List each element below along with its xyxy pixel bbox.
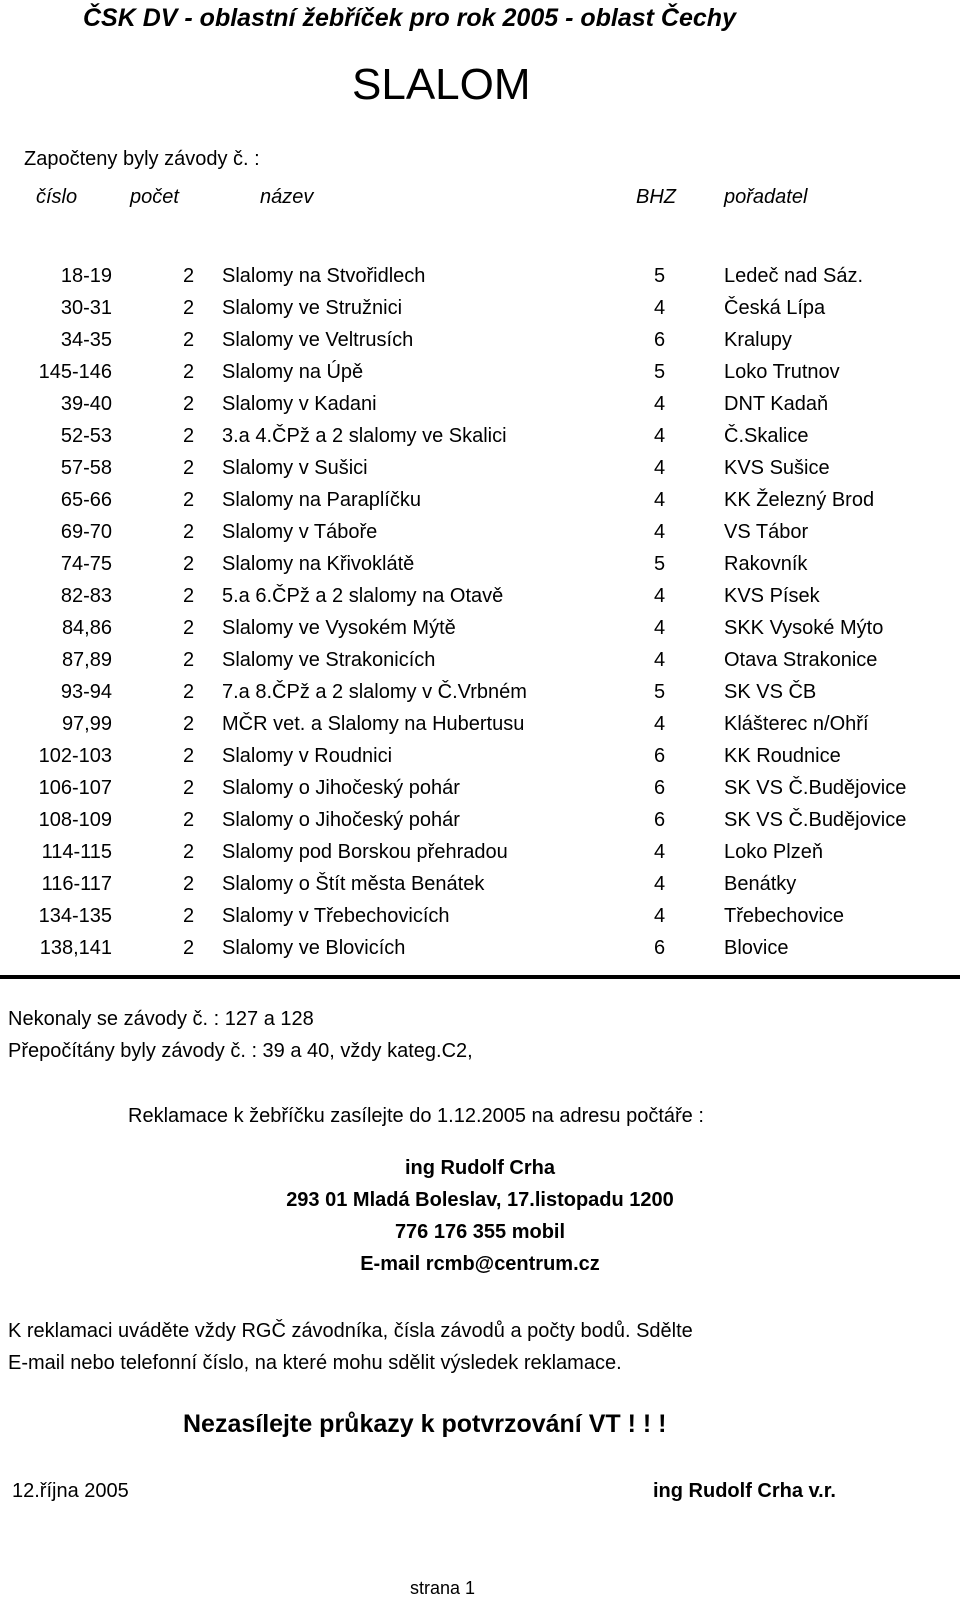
- race-count: 2: [183, 297, 195, 319]
- table-row: [0, 393, 960, 423]
- table-row: [0, 809, 960, 839]
- recalculated-note: Přepočítány byly závody č. : 39 a 40, vždy kateg.C2,: [8, 1040, 473, 1062]
- race-number: 108-109: [38, 809, 112, 831]
- table-row: [0, 425, 960, 455]
- race-count: 2: [183, 809, 195, 831]
- table-row: [0, 361, 960, 391]
- race-number: 57-58: [60, 457, 112, 479]
- col-count-header: počet: [130, 186, 179, 208]
- table-divider: [0, 975, 960, 979]
- table-row: [0, 329, 960, 359]
- race-bhz: 4: [654, 713, 666, 735]
- race-count: 2: [183, 905, 195, 927]
- race-number: 145-146: [38, 361, 112, 383]
- race-bhz: 4: [654, 873, 666, 895]
- race-name: Slalomy v Kadani: [222, 393, 377, 415]
- race-number: 106-107: [38, 777, 112, 799]
- col-number-header: číslo: [36, 186, 78, 208]
- race-number: 102-103: [38, 745, 112, 767]
- col-name-header: název: [260, 186, 314, 208]
- race-organizer: Otava Strakonice: [724, 649, 878, 671]
- race-name: Slalomy na Úpě: [222, 361, 364, 383]
- race-organizer: DNT Kadaň: [724, 393, 829, 415]
- race-organizer: SK VS ČB: [724, 681, 817, 703]
- table-row: [0, 937, 960, 967]
- signature: ing Rudolf Crha v.r.: [653, 1480, 836, 1502]
- race-count: 2: [183, 393, 195, 415]
- race-name: Slalomy v Roudnici: [222, 745, 393, 767]
- race-number: 114-115: [41, 841, 112, 863]
- race-bhz: 5: [654, 265, 666, 287]
- table-row: [0, 521, 960, 551]
- race-bhz: 4: [654, 585, 666, 607]
- race-name: Slalomy o Štít města Benátek: [222, 873, 485, 895]
- table-row: [0, 713, 960, 743]
- col-bhz-header: BHZ: [636, 186, 676, 208]
- race-name: Slalomy na Paraplíčku: [222, 489, 421, 511]
- race-number: 82-83: [60, 585, 112, 607]
- race-bhz: 6: [654, 745, 666, 767]
- race-organizer: Blovice: [724, 937, 789, 959]
- instructions-line-2: E-mail nebo telefonní číslo, na které mohu sdělit výsledek reklamace.: [8, 1352, 622, 1374]
- not-held-note: Nekonaly se závody č. : 127 a 128: [8, 1008, 314, 1030]
- col-organizer-header: pořadatel: [724, 186, 808, 208]
- race-organizer: Loko Trutnov: [724, 361, 840, 383]
- race-number: 87,89: [61, 649, 112, 671]
- race-count: 2: [183, 585, 195, 607]
- race-count: 2: [183, 649, 195, 671]
- table-row: [0, 489, 960, 519]
- race-number: 39-40: [60, 393, 112, 415]
- race-count: 2: [183, 681, 195, 703]
- contact-address: 293 01 Mladá Boleslav, 17.listopadu 1200: [286, 1189, 674, 1211]
- race-bhz: 4: [654, 297, 666, 319]
- table-row: [0, 873, 960, 903]
- race-count: 2: [183, 617, 195, 639]
- table-row: [0, 617, 960, 647]
- race-bhz: 6: [654, 937, 666, 959]
- race-name: Slalomy ve Stružnici: [222, 297, 403, 319]
- race-organizer: Rakovník: [724, 553, 808, 575]
- race-number: 30-31: [60, 297, 112, 319]
- race-bhz: 4: [654, 393, 666, 415]
- race-count: 2: [183, 265, 195, 287]
- race-count: 2: [183, 457, 195, 479]
- race-bhz: 4: [654, 649, 666, 671]
- race-bhz: 4: [654, 457, 666, 479]
- complaints-intro: Reklamace k žebříčku zasílejte do 1.12.2005 na adresu počtáře :: [128, 1105, 704, 1127]
- race-name: Slalomy o Jihočeský pohár: [222, 809, 460, 831]
- race-organizer: SKK Vysoké Mýto: [724, 617, 884, 639]
- warning-text: Nezasílejte průkazy k potvrzování VT ! ! !: [183, 1410, 667, 1438]
- race-number: 138,141: [39, 937, 112, 959]
- contact-name: ing Rudolf Crha: [405, 1157, 555, 1179]
- table-row: [0, 649, 960, 679]
- race-number: 69-70: [60, 521, 112, 543]
- race-number: 18-19: [60, 265, 112, 287]
- race-organizer: KK Železný Brod: [724, 489, 875, 511]
- race-name: 5.a 6.ČPž a 2 slalomy na Otavě: [222, 585, 504, 607]
- race-name: Slalomy ve Veltrusích: [222, 329, 414, 351]
- race-number: 74-75: [60, 553, 112, 575]
- race-name: 7.a 8.ČPž a 2 slalomy v Č.Vrbném: [222, 681, 527, 703]
- table-row: [0, 777, 960, 807]
- page-number: strana 1: [410, 1578, 476, 1598]
- race-number: 65-66: [60, 489, 112, 511]
- race-organizer: Ledeč nad Sáz.: [724, 265, 863, 287]
- race-organizer: Č.Skalice: [724, 425, 809, 447]
- race-name: Slalomy na Křivoklátě: [222, 553, 415, 575]
- table-row: [0, 905, 960, 935]
- race-name: MČR vet. a Slalomy na Hubertusu: [222, 713, 525, 735]
- race-organizer: Kralupy: [724, 329, 792, 351]
- race-number: 84,86: [61, 617, 112, 639]
- table-row: [0, 265, 960, 295]
- race-number: 93-94: [60, 681, 112, 703]
- instructions-line-1: K reklamaci uváděte vždy RGČ závodníka, čísla závodů a počty bodů. Sdělte: [8, 1320, 693, 1342]
- race-count: 2: [183, 329, 195, 351]
- race-organizer: KVS Písek: [724, 585, 820, 607]
- race-bhz: 5: [654, 361, 666, 383]
- table-row: [0, 457, 960, 487]
- race-bhz: 5: [654, 553, 666, 575]
- counted-races-label: Započteny byly závody č. :: [24, 148, 260, 170]
- table-row: [0, 841, 960, 871]
- discipline-heading: SLALOM: [352, 60, 531, 109]
- race-count: 2: [183, 521, 195, 543]
- table-row: [0, 745, 960, 775]
- race-bhz: 4: [654, 617, 666, 639]
- race-count: 2: [183, 361, 195, 383]
- race-organizer: SK VS Č.Budějovice: [724, 809, 907, 831]
- race-count: 2: [183, 745, 195, 767]
- race-count: 2: [183, 553, 195, 575]
- race-name: Slalomy ve Vysokém Mýtě: [222, 617, 456, 639]
- race-bhz: 6: [654, 777, 666, 799]
- race-bhz: 4: [654, 521, 666, 543]
- race-count: 2: [183, 873, 195, 895]
- table-row: [0, 297, 960, 327]
- race-bhz: 5: [654, 681, 666, 703]
- race-organizer: Klášterec n/Ohří: [724, 713, 869, 735]
- race-bhz: 4: [654, 905, 666, 927]
- race-bhz: 6: [654, 329, 666, 351]
- race-name: Slalomy pod Borskou přehradou: [222, 841, 508, 863]
- race-count: 2: [183, 425, 195, 447]
- race-organizer: VS Tábor: [724, 521, 809, 543]
- race-bhz: 4: [654, 489, 666, 511]
- race-count: 2: [183, 841, 195, 863]
- race-bhz: 4: [654, 841, 666, 863]
- race-name: Slalomy v Sušici: [222, 457, 368, 479]
- race-number: 52-53: [60, 425, 112, 447]
- race-number: 97,99: [61, 713, 112, 735]
- race-organizer: SK VS Č.Budějovice: [724, 777, 907, 799]
- race-name: Slalomy v Třebechovicích: [222, 905, 450, 927]
- race-organizer: Česká Lípa: [724, 297, 826, 319]
- race-number: 116-117: [41, 873, 112, 895]
- contact-email: E-mail rcmb@centrum.cz: [360, 1253, 600, 1275]
- race-name: Slalomy na Stvořidlech: [222, 265, 426, 287]
- race-organizer: Třebechovice: [724, 905, 845, 927]
- race-bhz: 6: [654, 809, 666, 831]
- race-name: Slalomy o Jihočeský pohár: [222, 777, 460, 799]
- race-count: 2: [183, 489, 195, 511]
- race-organizer: KK Roudnice: [724, 745, 841, 767]
- race-name: Slalomy ve Blovicích: [222, 937, 406, 959]
- table-row: [0, 681, 960, 711]
- race-organizer: KVS Sušice: [724, 457, 830, 479]
- race-bhz: 4: [654, 425, 666, 447]
- race-count: 2: [183, 713, 195, 735]
- race-name: Slalomy v Táboře: [222, 521, 378, 543]
- contact-phone: 776 176 355 mobil: [394, 1221, 566, 1243]
- document-date: 12.října 2005: [12, 1480, 129, 1502]
- race-number: 134-135: [38, 905, 112, 927]
- race-number: 34-35: [60, 329, 112, 351]
- document-title: ČSK DV - oblastní žebříček pro rok 2005 - oblast Čechy: [83, 4, 736, 32]
- race-organizer: Benátky: [724, 873, 797, 895]
- race-name: Slalomy ve Strakonicích: [222, 649, 436, 671]
- race-count: 2: [183, 777, 195, 799]
- race-name: 3.a 4.ČPž a 2 slalomy ve Skalici: [222, 425, 507, 447]
- table-row: [0, 585, 960, 615]
- table-row: [0, 553, 960, 583]
- race-count: 2: [183, 937, 195, 959]
- race-organizer: Loko Plzeň: [724, 841, 823, 863]
